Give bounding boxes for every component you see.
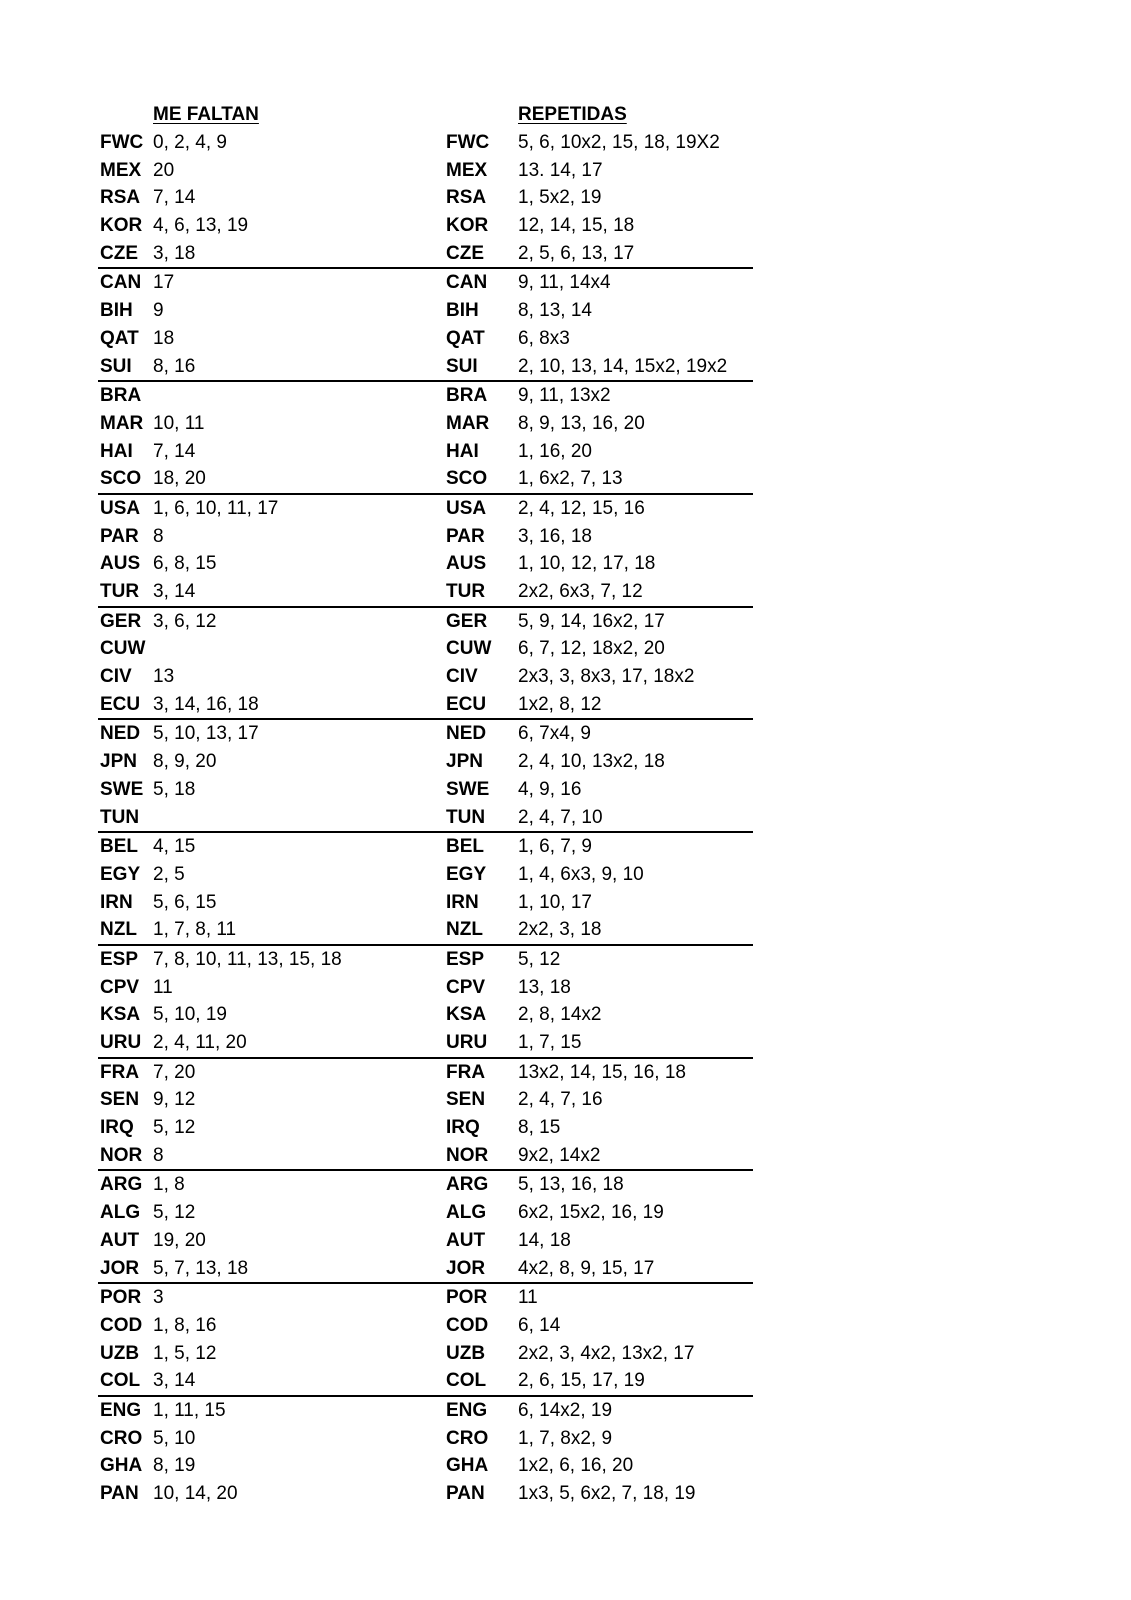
team-code-missing: POR bbox=[100, 1287, 142, 1309]
team-code-repeated: AUT bbox=[446, 1229, 486, 1251]
team-group bbox=[98, 946, 753, 1059]
team-code-missing: URU bbox=[100, 1032, 142, 1053]
repeated-stickers: 12, 14, 15, 18 bbox=[518, 215, 635, 237]
missing-stickers: 5, 10, 13, 17 bbox=[153, 723, 259, 745]
repeated-stickers: 13. 14, 17 bbox=[518, 159, 603, 181]
repeated-stickers: 8, 13, 14 bbox=[518, 300, 592, 322]
missing-stickers: 11 bbox=[153, 976, 173, 998]
team-code-repeated: GHA bbox=[446, 1455, 489, 1477]
team-code-missing: AUS bbox=[100, 553, 141, 575]
missing-stickers: 20 bbox=[153, 159, 175, 181]
team-code-repeated: BRA bbox=[446, 385, 488, 407]
repeated-stickers: 5, 9, 14, 16x2, 17 bbox=[518, 610, 665, 632]
repeated-stickers: 2x3, 3, 8x3, 17, 18x2 bbox=[518, 666, 695, 688]
team-code-missing: RSA bbox=[100, 187, 141, 209]
team-row bbox=[98, 1171, 753, 1199]
team-row bbox=[98, 1199, 753, 1227]
team-row bbox=[98, 635, 753, 663]
missing-stickers: 9, 12 bbox=[153, 1089, 196, 1111]
team-row bbox=[98, 889, 753, 917]
team-row bbox=[98, 240, 753, 268]
missing-stickers: 19, 20 bbox=[153, 1229, 206, 1251]
team-code-missing: GHA bbox=[100, 1455, 143, 1477]
team-group bbox=[98, 833, 753, 946]
team-row bbox=[98, 523, 753, 551]
repeated-stickers: 6x2, 15x2, 16, 19 bbox=[518, 1202, 664, 1224]
team-code-repeated: CZE bbox=[446, 242, 484, 264]
team-code-missing: CPV bbox=[100, 976, 140, 998]
repeated-stickers: 1, 4, 6x3, 9, 10 bbox=[518, 863, 644, 885]
team-code-repeated: ALG bbox=[446, 1202, 487, 1224]
repeated-stickers: 6, 8x3 bbox=[518, 327, 570, 349]
team-code-repeated: SUI bbox=[446, 355, 478, 377]
repeated-stickers: 1, 5x2, 19 bbox=[518, 187, 602, 209]
team-code-repeated: EGY bbox=[446, 863, 487, 885]
team-group bbox=[98, 720, 753, 833]
team-code-missing: KOR bbox=[100, 215, 143, 237]
team-row bbox=[98, 1340, 753, 1368]
team-row bbox=[98, 804, 753, 832]
team-code-missing: UZB bbox=[100, 1342, 140, 1364]
team-code-missing: FRA bbox=[100, 1061, 140, 1083]
team-code-missing: JPN bbox=[100, 751, 137, 773]
team-row bbox=[98, 438, 753, 466]
team-code-repeated: UZB bbox=[446, 1342, 486, 1364]
repeated-stickers: 2x2, 6x3, 7, 12 bbox=[518, 581, 643, 602]
missing-stickers: 1, 8 bbox=[153, 1174, 185, 1196]
missing-stickers: 13 bbox=[153, 666, 175, 688]
team-code-missing: ARG bbox=[100, 1174, 143, 1196]
missing-stickers: 3, 14 bbox=[153, 1370, 196, 1392]
team-row bbox=[98, 1059, 753, 1087]
team-code-missing: NOR bbox=[100, 1144, 143, 1166]
team-code-repeated: USA bbox=[446, 497, 487, 519]
team-code-missing: ALG bbox=[100, 1202, 141, 1224]
team-code-missing: AUT bbox=[100, 1229, 140, 1251]
team-row bbox=[98, 748, 753, 776]
missing-stickers: 5, 10 bbox=[153, 1427, 196, 1449]
team-code-repeated: CRO bbox=[446, 1427, 489, 1449]
team-group bbox=[98, 269, 753, 382]
team-row bbox=[98, 465, 753, 493]
missing-stickers: 8, 19 bbox=[153, 1455, 196, 1477]
team-row bbox=[98, 608, 753, 636]
repeated-stickers: 1x2, 8, 12 bbox=[518, 693, 602, 715]
repeated-stickers: 11 bbox=[518, 1287, 538, 1309]
team-groups bbox=[98, 129, 753, 1508]
missing-stickers: 0, 2, 4, 9 bbox=[153, 132, 227, 153]
team-code-missing: ENG bbox=[100, 1399, 142, 1421]
team-group bbox=[98, 1284, 753, 1397]
team-code-missing: BEL bbox=[100, 836, 138, 858]
repeated-stickers: 1, 6x2, 7, 13 bbox=[518, 468, 623, 490]
repeated-stickers: 6, 14x2, 19 bbox=[518, 1399, 613, 1421]
repeated-stickers: 4x2, 8, 9, 15, 17 bbox=[518, 1257, 655, 1279]
repeated-stickers: 2, 5, 6, 13, 17 bbox=[518, 242, 635, 264]
team-code-repeated: CAN bbox=[446, 272, 488, 294]
missing-stickers: 3, 14 bbox=[153, 581, 196, 602]
missing-stickers: 18 bbox=[153, 327, 175, 349]
team-code-missing: JOR bbox=[100, 1257, 140, 1279]
team-row bbox=[98, 1425, 753, 1453]
repeated-stickers: 2, 4, 7, 16 bbox=[518, 1089, 603, 1111]
team-code-missing: CZE bbox=[100, 242, 138, 264]
repeated-stickers: 8, 15 bbox=[518, 1117, 561, 1139]
team-code-missing: GER bbox=[100, 610, 142, 632]
team-code-repeated: BEL bbox=[446, 836, 484, 858]
team-code-missing: IRN bbox=[100, 891, 133, 913]
missing-stickers: 5, 12 bbox=[153, 1202, 196, 1224]
missing-column-header: ME FALTAN bbox=[153, 104, 259, 125]
team-code-missing: ECU bbox=[100, 693, 141, 715]
repeated-stickers: 8, 9, 13, 16, 20 bbox=[518, 412, 645, 434]
team-code-missing: BRA bbox=[100, 385, 142, 407]
missing-stickers: 7, 20 bbox=[153, 1061, 196, 1083]
team-code-repeated: ECU bbox=[446, 693, 487, 715]
repeated-stickers: 2, 10, 13, 14, 15x2, 19x2 bbox=[518, 355, 728, 377]
team-code-repeated: KSA bbox=[446, 1004, 487, 1026]
repeated-stickers: 2, 4, 10, 13x2, 18 bbox=[518, 751, 665, 773]
repeated-stickers: 2, 4, 7, 10 bbox=[518, 806, 603, 828]
team-row bbox=[98, 1452, 753, 1480]
missing-stickers: 5, 12 bbox=[153, 1117, 196, 1139]
team-row bbox=[98, 325, 753, 353]
missing-stickers: 3, 18 bbox=[153, 242, 196, 264]
team-row bbox=[98, 720, 753, 748]
team-code-repeated: URU bbox=[446, 1032, 488, 1053]
team-code-missing: PAN bbox=[100, 1483, 139, 1504]
missing-stickers: 7, 14 bbox=[153, 440, 196, 462]
team-code-missing: PAR bbox=[100, 525, 139, 547]
missing-stickers: 1, 8, 16 bbox=[153, 1314, 217, 1336]
team-code-repeated: ENG bbox=[446, 1399, 488, 1421]
repeated-stickers: 14, 18 bbox=[518, 1229, 571, 1251]
team-code-missing: QAT bbox=[100, 327, 139, 349]
team-code-repeated: RSA bbox=[446, 187, 487, 209]
team-row bbox=[98, 382, 753, 410]
team-row bbox=[98, 974, 753, 1002]
team-group bbox=[98, 495, 753, 608]
team-code-missing: TUN bbox=[100, 806, 140, 828]
repeated-column-header: REPETIDAS bbox=[518, 104, 627, 125]
team-group bbox=[98, 1059, 753, 1172]
team-row bbox=[98, 578, 753, 606]
team-code-repeated: AUS bbox=[446, 553, 487, 575]
repeated-stickers: 1, 6, 7, 9 bbox=[518, 836, 592, 858]
repeated-stickers: 6, 7x4, 9 bbox=[518, 723, 591, 745]
missing-stickers: 10, 14, 20 bbox=[153, 1483, 238, 1504]
missing-stickers: 8, 9, 20 bbox=[153, 751, 217, 773]
team-code-repeated: IRQ bbox=[446, 1117, 480, 1139]
missing-stickers: 3, 6, 12 bbox=[153, 610, 217, 632]
missing-stickers: 1, 11, 15 bbox=[153, 1399, 226, 1421]
missing-stickers: 5, 10, 19 bbox=[153, 1004, 227, 1026]
missing-stickers: 4, 15 bbox=[153, 836, 196, 858]
missing-stickers: 3, 14, 16, 18 bbox=[153, 693, 259, 715]
team-code-repeated: MAR bbox=[446, 412, 490, 434]
team-code-missing: NED bbox=[100, 723, 141, 745]
repeated-stickers: 1, 7, 8x2, 9 bbox=[518, 1427, 613, 1449]
team-code-missing: MAR bbox=[100, 412, 144, 434]
missing-stickers: 18, 20 bbox=[153, 468, 206, 490]
team-row bbox=[98, 663, 753, 691]
team-code-repeated: COL bbox=[446, 1370, 487, 1392]
repeated-stickers: 9, 11, 14x4 bbox=[518, 272, 611, 294]
team-row bbox=[98, 1284, 753, 1312]
team-code-missing: CRO bbox=[100, 1427, 143, 1449]
repeated-stickers: 2, 4, 12, 15, 16 bbox=[518, 497, 645, 519]
missing-stickers: 1, 6, 10, 11, 17 bbox=[153, 497, 279, 519]
repeated-stickers: 4, 9, 16 bbox=[518, 778, 582, 800]
repeated-stickers: 1, 10, 12, 17, 18 bbox=[518, 553, 656, 575]
team-row bbox=[98, 1397, 753, 1425]
team-code-missing: TUR bbox=[100, 581, 140, 602]
repeated-stickers: 1, 7, 15 bbox=[518, 1032, 582, 1053]
team-code-repeated: PAR bbox=[446, 525, 485, 547]
team-code-repeated: MEX bbox=[446, 159, 488, 181]
team-code-repeated: POR bbox=[446, 1287, 488, 1309]
repeated-stickers: 1, 16, 20 bbox=[518, 440, 592, 462]
team-code-repeated: NED bbox=[446, 723, 487, 745]
team-row bbox=[98, 184, 753, 212]
repeated-stickers: 2x2, 3, 18 bbox=[518, 919, 602, 941]
missing-stickers: 8 bbox=[153, 1144, 164, 1166]
team-row bbox=[98, 157, 753, 185]
missing-stickers: 5, 7, 13, 18 bbox=[153, 1257, 249, 1279]
team-row bbox=[98, 1367, 753, 1395]
team-row bbox=[98, 691, 753, 719]
team-code-missing: SCO bbox=[100, 468, 142, 490]
team-row bbox=[98, 129, 753, 157]
team-row bbox=[98, 776, 753, 804]
repeated-stickers: 5, 6, 10x2, 15, 18, 19X2 bbox=[518, 132, 720, 153]
team-row bbox=[98, 1227, 753, 1255]
team-code-missing: FWC bbox=[100, 132, 144, 153]
missing-stickers: 5, 6, 15 bbox=[153, 891, 217, 913]
team-code-repeated: PAN bbox=[446, 1483, 485, 1504]
team-row bbox=[98, 1480, 753, 1508]
team-code-missing: HAI bbox=[100, 440, 133, 462]
missing-stickers: 1, 5, 12 bbox=[153, 1342, 217, 1364]
team-code-missing: CAN bbox=[100, 272, 142, 294]
repeated-stickers: 1x2, 6, 16, 20 bbox=[518, 1455, 634, 1477]
team-code-missing: BIH bbox=[100, 300, 133, 322]
team-row bbox=[98, 1114, 753, 1142]
team-row bbox=[98, 269, 753, 297]
missing-stickers: 2, 4, 11, 20 bbox=[153, 1032, 247, 1053]
team-row bbox=[98, 1142, 753, 1170]
team-row bbox=[98, 833, 753, 861]
team-code-missing: USA bbox=[100, 497, 141, 519]
team-code-missing: MEX bbox=[100, 159, 142, 181]
team-code-repeated: JOR bbox=[446, 1257, 486, 1279]
missing-stickers: 8 bbox=[153, 525, 164, 547]
missing-stickers: 8, 16 bbox=[153, 355, 196, 377]
team-row bbox=[98, 861, 753, 889]
team-group bbox=[98, 129, 753, 269]
team-code-missing: CIV bbox=[100, 666, 132, 688]
repeated-stickers: 2, 8, 14x2 bbox=[518, 1004, 602, 1026]
team-code-repeated: CUW bbox=[446, 638, 492, 660]
team-code-repeated: SCO bbox=[446, 468, 488, 490]
repeated-stickers: 2x2, 3, 4x2, 13x2, 17 bbox=[518, 1342, 695, 1364]
team-row bbox=[98, 1255, 753, 1283]
team-code-repeated: TUN bbox=[446, 806, 486, 828]
missing-stickers: 17 bbox=[153, 272, 175, 294]
missing-stickers: 5, 18 bbox=[153, 778, 196, 800]
team-code-repeated: IRN bbox=[446, 891, 479, 913]
repeated-stickers: 1x3, 5, 6x2, 7, 18, 19 bbox=[518, 1483, 696, 1504]
team-row bbox=[98, 916, 753, 944]
team-code-missing: IRQ bbox=[100, 1117, 134, 1139]
team-row bbox=[98, 1029, 753, 1057]
team-code-repeated: ESP bbox=[446, 948, 485, 970]
repeated-stickers: 3, 16, 18 bbox=[518, 525, 592, 547]
team-code-repeated: QAT bbox=[446, 327, 485, 349]
team-code-repeated: SWE bbox=[446, 778, 490, 800]
team-group bbox=[98, 608, 753, 721]
team-code-repeated: FRA bbox=[446, 1061, 486, 1083]
team-code-repeated: KOR bbox=[446, 215, 489, 237]
team-group bbox=[98, 1171, 753, 1284]
team-code-missing: NZL bbox=[100, 919, 137, 941]
repeated-stickers: 9x2, 14x2 bbox=[518, 1144, 601, 1166]
missing-stickers: 9 bbox=[153, 300, 164, 322]
team-row bbox=[98, 1086, 753, 1114]
team-code-missing: COD bbox=[100, 1314, 143, 1336]
team-group bbox=[98, 382, 753, 495]
team-code-repeated: CPV bbox=[446, 976, 486, 998]
missing-stickers: 10, 11 bbox=[153, 412, 205, 434]
team-row bbox=[98, 297, 753, 325]
repeated-stickers: 13, 18 bbox=[518, 976, 571, 998]
team-code-repeated: FWC bbox=[446, 132, 490, 153]
team-code-repeated: ARG bbox=[446, 1174, 489, 1196]
repeated-stickers: 6, 7, 12, 18x2, 20 bbox=[518, 638, 665, 660]
team-code-repeated: CIV bbox=[446, 666, 478, 688]
sticker-list-page bbox=[98, 102, 753, 1508]
team-code-repeated: JPN bbox=[446, 751, 483, 773]
team-code-repeated: SEN bbox=[446, 1089, 486, 1111]
team-code-missing: SWE bbox=[100, 778, 144, 800]
team-code-missing: CUW bbox=[100, 638, 146, 660]
repeated-stickers: 1, 10, 17 bbox=[518, 891, 592, 913]
team-code-missing: SUI bbox=[100, 355, 132, 377]
missing-stickers: 1, 7, 8, 11 bbox=[153, 919, 237, 941]
team-code-repeated: NZL bbox=[446, 919, 483, 941]
team-row bbox=[98, 1001, 753, 1029]
team-code-repeated: GER bbox=[446, 610, 488, 632]
repeated-stickers: 2, 6, 15, 17, 19 bbox=[518, 1370, 645, 1392]
team-row bbox=[98, 1312, 753, 1340]
missing-stickers: 6, 8, 15 bbox=[153, 553, 217, 575]
team-code-missing: ESP bbox=[100, 948, 139, 970]
team-row bbox=[98, 212, 753, 240]
team-code-missing: COL bbox=[100, 1370, 141, 1392]
team-row bbox=[98, 550, 753, 578]
missing-stickers: 3 bbox=[153, 1287, 164, 1309]
team-code-repeated: COD bbox=[446, 1314, 489, 1336]
team-row bbox=[98, 353, 753, 381]
repeated-stickers: 6, 14 bbox=[518, 1314, 561, 1336]
team-row bbox=[98, 946, 753, 974]
repeated-stickers: 5, 12 bbox=[518, 948, 561, 970]
missing-stickers: 7, 14 bbox=[153, 187, 196, 209]
team-code-repeated: HAI bbox=[446, 440, 479, 462]
team-code-missing: EGY bbox=[100, 863, 141, 885]
team-group bbox=[98, 1397, 753, 1508]
missing-stickers: 4, 6, 13, 19 bbox=[153, 215, 249, 237]
team-code-missing: SEN bbox=[100, 1089, 140, 1111]
missing-stickers: 7, 8, 10, 11, 13, 15, 18 bbox=[153, 948, 342, 970]
header-row bbox=[98, 102, 753, 129]
repeated-stickers: 5, 13, 16, 18 bbox=[518, 1174, 624, 1196]
team-row bbox=[98, 495, 753, 523]
team-code-repeated: BIH bbox=[446, 300, 479, 322]
team-code-missing: KSA bbox=[100, 1004, 141, 1026]
team-code-repeated: TUR bbox=[446, 581, 486, 602]
missing-stickers: 2, 5 bbox=[153, 863, 185, 885]
team-code-repeated: NOR bbox=[446, 1144, 489, 1166]
repeated-stickers: 13x2, 14, 15, 16, 18 bbox=[518, 1061, 686, 1083]
team-row bbox=[98, 410, 753, 438]
repeated-stickers: 9, 11, 13x2 bbox=[518, 385, 611, 407]
